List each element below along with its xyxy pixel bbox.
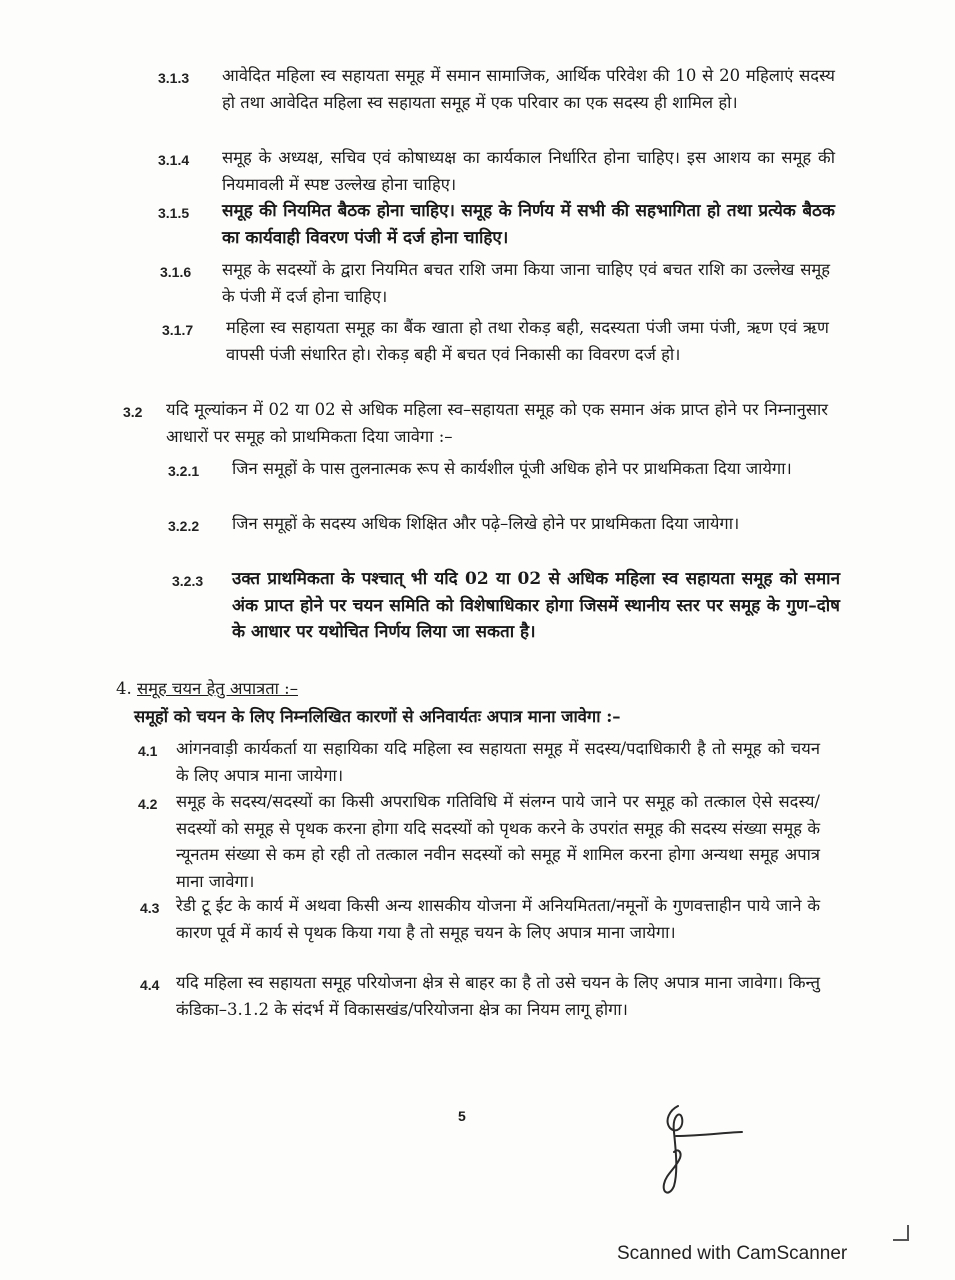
clause-text: उक्त प्राथमिकता के पश्चात् भी यदि 02 या 02 से अधिक महिला स्व सहायता समूह को समान अंक प्राप्त होने पर चयन समिति को विशेषाधिकार होगा जिसमें स्थानीय स्तर पर समूह के गुण–दोष के आधार पर यथोचित निर्णय लिया जा सकता है। — [232, 569, 840, 642]
section-title: समूह चयन हेतु अपात्रता :– — [137, 679, 298, 698]
clause-number: 3.1.7 — [162, 322, 194, 338]
clause-text: जिन समूहों के सदस्य अधिक शिक्षित और पढ़े–लिखे होने पर प्राथमिकता दिया जायेगा। — [232, 514, 740, 533]
clause-text: यदि महिला स्व सहायता समूह परियोजना क्षेत्र से बाहर का है तो उसे चयन के लिए अपात्र माना जावेगा। किन्तु कंडिका–3.1.2 के संदर्भ में विकासखंड/परियोजना क्षेत्र का नियम लागू होगा। — [176, 973, 820, 1019]
clause-text: जिन समूहों के पास तुलनात्मक रूप से कार्यशील पूंजी अधिक होने पर प्राथमिकता दिया जायेगा। — [232, 459, 792, 478]
section-heading — [116, 676, 298, 702]
clause-text: रेडी टू ईट के कार्य में अथवा किसी अन्य शासकीय योजना में अनियमितता/नमूनों के गुणवत्ताहीन पाये जाने के कारण पूर्व में कार्य से पृथक किया गया है तो समूह चयन के लिए अपात्र माना जायेगा। — [176, 896, 820, 942]
clause-text: आवेदित महिला स्व सहायता समूह में समान सामाजिक, आर्थिक परिवेश की 10 से 20 महिलाएं सदस्य हो तथा आवेदित महिला स्व सहायता समूह में एक परिवार का एक सदस्य ही शामिल हो। — [222, 66, 835, 112]
clause-number: 3.1.4 — [158, 152, 190, 168]
page-edge-mark — [893, 1225, 909, 1241]
clause-number: 4.2 — [138, 796, 158, 812]
clause-text: समूह के सदस्यों के द्वारा नियमित बचत राशि जमा किया जाना चाहिए एवं बचत राशि का उल्लेख समूह के पंजी में दर्ज होना चाहिए। — [222, 260, 830, 306]
clause-number: 3.1.3 — [158, 70, 190, 86]
clause-number: 3.2.1 — [168, 463, 200, 479]
section-number: 4. — [116, 679, 132, 698]
clause-number: 3.2.2 — [168, 518, 200, 534]
scanner-footer: Scanned with CamScanner — [617, 1243, 848, 1264]
clause-number: 4.1 — [138, 743, 158, 759]
clause-text: समूह के अध्यक्ष, सचिव एवं कोषाध्यक्ष का कार्यकाल निर्धारित होना चाहिए। इस आशय का समूह की नियमावली में स्पष्ट उल्लेख होना चाहिए। — [222, 148, 835, 194]
clause-text: आंगनवाड़ी कार्यकर्ता या सहायिका यदि महिला स्व सहायता समूह में सदस्य/पदाधिकारी है तो समूह को चयन के लिए अपात्र माना जायेगा। — [176, 739, 820, 785]
clause-number: 3.1.6 — [160, 264, 192, 280]
clause-number: 3.2 — [123, 404, 143, 420]
section-intro: समूहों को चयन के लिए निम्नलिखित कारणों से अनिवार्यतः अपात्र माना जावेगा :– — [134, 707, 621, 726]
clause-number: 3.1.5 — [158, 205, 190, 221]
clause-number: 3.2.3 — [172, 573, 204, 589]
clause-text: समूह की नियमित बैठक होना चाहिए। समूह के निर्णय में सभी की सहभागिता हो तथा प्रत्येक बैठक का कार्यवाही विवरण पंजी में दर्ज होना चाहिए। — [222, 201, 835, 248]
clause-text: समूह के सदस्य/सदस्यों का किसी अपराधिक गतिविधि में संलग्न पाये जाने पर समूह को तत्काल ऐसे सदस्य/सदस्यों को समूह से पृथक करना होगा यदि सदस्यों को पृथक करने के उपरांत समूह की सदस्य संख्या समूह के न्यूनतम संख्या से कम हो रही तो तत्काल नवीन सदस्यों को समूह में शामिल करना होगा अन्यथा समूह अपात्र माना जावेगा। — [176, 792, 820, 891]
clause-number: 4.4 — [140, 977, 160, 993]
signature-image — [640, 1102, 780, 1202]
clause-text: महिला स्व सहायता समूह का बैंक खाता हो तथा रोकड़ बही, सदस्यता पंजी जमा पंजी, ऋण एवं ऋण वापसी पंजी संधारित हो। रोकड़ बही में बचत एवं निकासी का विवरण दर्ज हो। — [226, 318, 829, 364]
page-number: 5 — [458, 1108, 466, 1124]
clause-number: 4.3 — [140, 900, 160, 916]
clause-text: यदि मूल्यांकन में 02 या 02 से अधिक महिला स्व–सहायता समूह को एक समान अंक प्राप्त होने पर निम्नानुसार आधारों पर समूह को प्राथमिकता दिया जावेगा :– — [166, 400, 828, 446]
